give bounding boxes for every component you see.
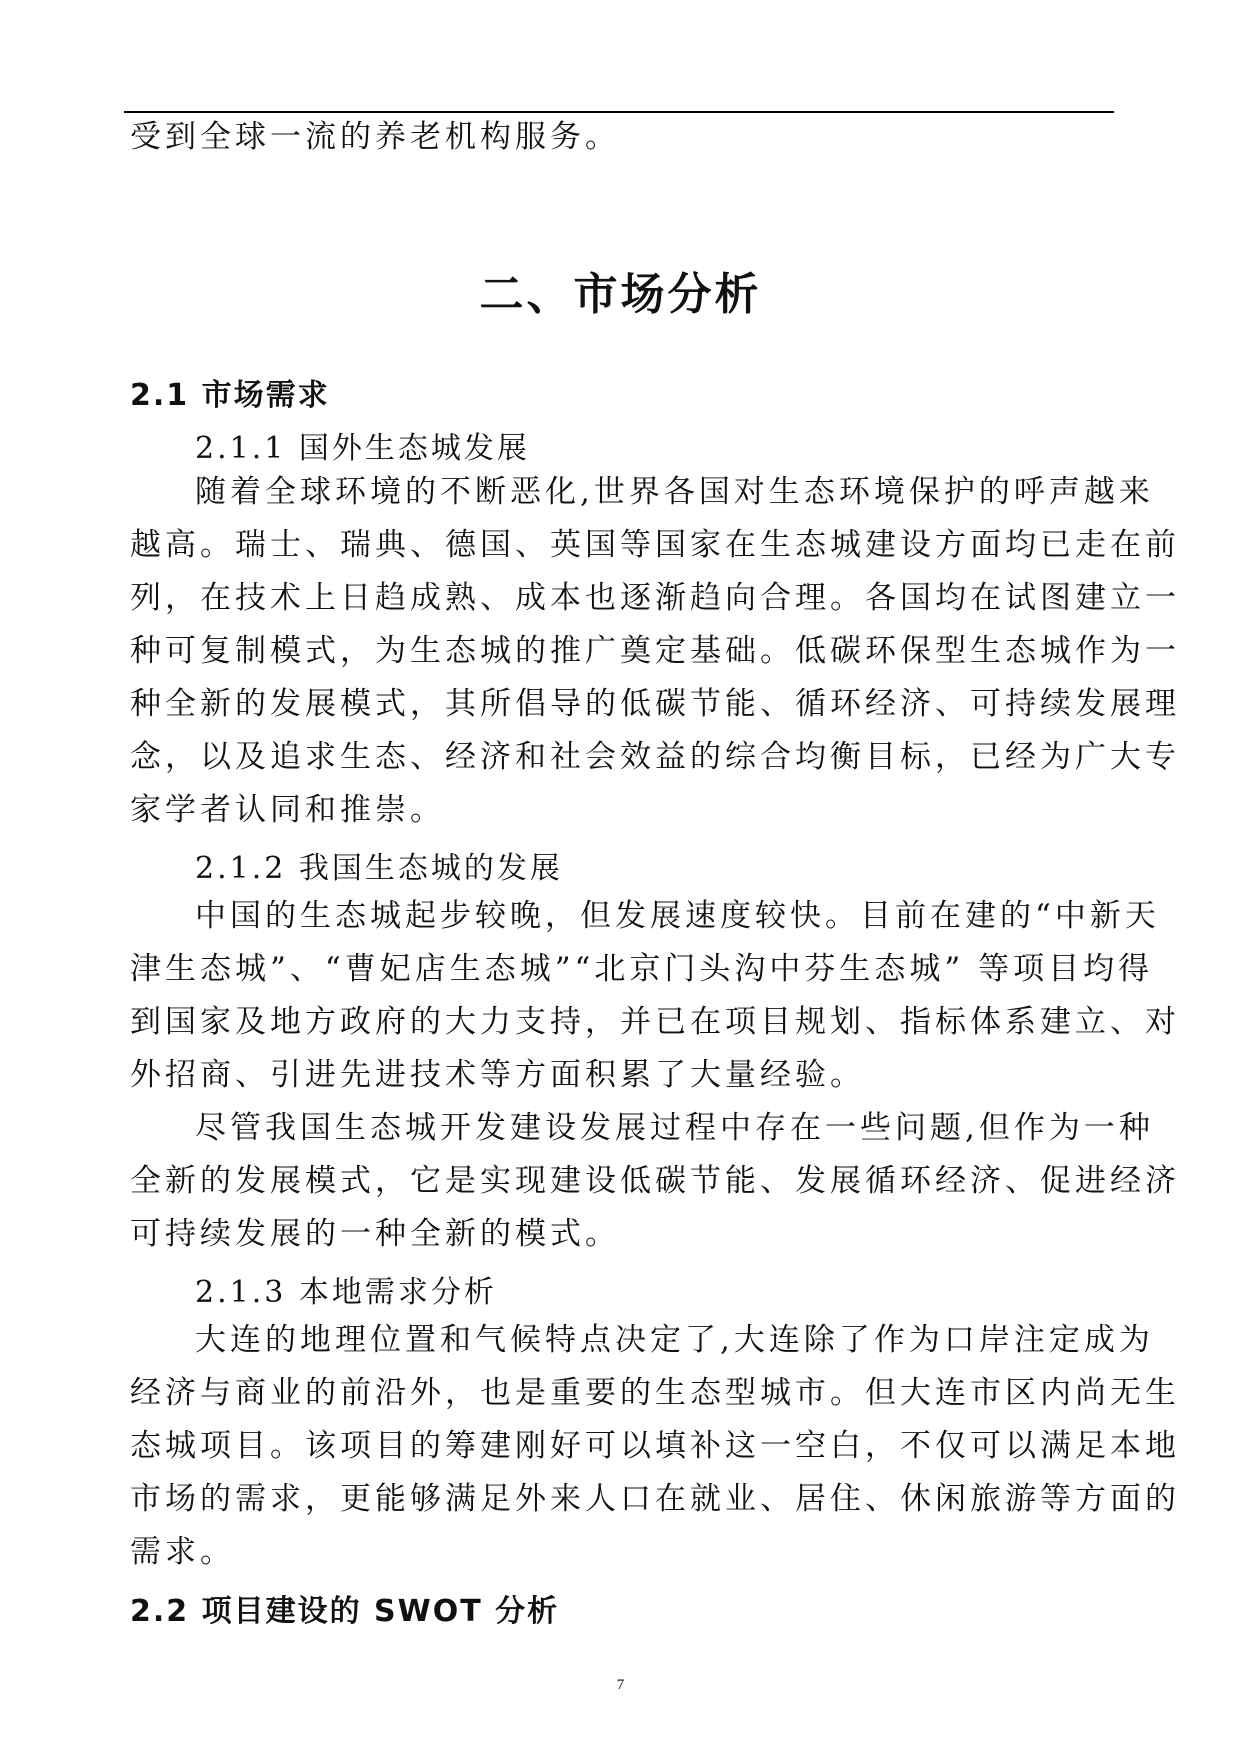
paragraph-line: 需求。 xyxy=(130,1534,235,1570)
paragraph-line: 种全新的发展模式，其所倡导的低碳节能、循环经济、可持续发展理 xyxy=(130,686,1180,722)
paragraph-line: 市场的需求，更能够满足外来人口在就业、居住、休闲旅游等方面的 xyxy=(130,1481,1180,1517)
paragraph-line: 随着全球环境的不断恶化,世界各国对生态环境保护的呼声越来 xyxy=(195,474,1154,510)
paragraph-line: 经济与商业的前沿外，也是重要的生态型城市。但大连市区内尚无生 xyxy=(130,1375,1180,1411)
paragraph-line: 念，以及追求生态、经济和社会效益的综合均衡目标，已经为广大专 xyxy=(130,739,1180,775)
paragraph-line: 中国的生态城起步较晚，但发展速度较快。目前在建的“中新天 xyxy=(195,898,1160,934)
chapter-title: 二、市场分析 xyxy=(479,269,762,320)
subheading-2-1-1: 2.1.1 国外生态城发展 xyxy=(195,431,530,466)
paragraph-line: 外招商、引进先进技术等方面积累了大量经验。 xyxy=(130,1057,865,1093)
paragraph-line: 全新的发展模式，它是实现建设低碳节能、发展循环经济、促进经济 xyxy=(130,1163,1180,1199)
paragraph-line: 可持续发展的一种全新的模式。 xyxy=(130,1216,620,1252)
paragraph-line: 到国家及地方政府的大力支持，并已在项目规划、指标体系建立、对 xyxy=(130,1004,1180,1040)
paragraph-line: 种可复制模式，为生态城的推广奠定基础。低碳环保型生态城作为一 xyxy=(130,633,1180,669)
paragraph-line: 大连的地理位置和气候特点决定了,大连除了作为口岸注定成为 xyxy=(195,1322,1154,1358)
section-heading-2-2: 2.2 项目建设的 SWOT 分析 xyxy=(130,1594,560,1629)
section-heading-2-1: 2.1 市场需求 xyxy=(130,378,330,413)
paragraph-line: 列，在技术上日趋成熟、成本也逐渐趋向合理。各国均在试图建立一 xyxy=(130,580,1180,616)
page-number: 7 xyxy=(616,1677,625,1693)
paragraph-line: 态城项目。该项目的筹建刚好可以填补这一空白，不仅可以满足本地 xyxy=(130,1428,1180,1464)
continuation-text: 受到全球一流的养老机构服务。 xyxy=(130,119,620,155)
paragraph-line: 尽管我国生态城开发建设发展过程中存在一些问题,但作为一种 xyxy=(195,1110,1154,1146)
subheading-2-1-2: 2.1.2 我国生态城的发展 xyxy=(195,851,563,886)
paragraph-line: 越高。瑞士、瑞典、德国、英国等国家在生态城建设方面均已走在前 xyxy=(130,527,1180,563)
paragraph-line: 家学者认同和推崇。 xyxy=(130,792,445,828)
header-rule xyxy=(124,111,1114,113)
subheading-2-1-3: 2.1.3 本地需求分析 xyxy=(195,1275,497,1310)
paragraph-line: 津生态城”、“曹妃店生态城”“北京门头沟中芬生态城” 等项目均得 xyxy=(130,951,1154,987)
